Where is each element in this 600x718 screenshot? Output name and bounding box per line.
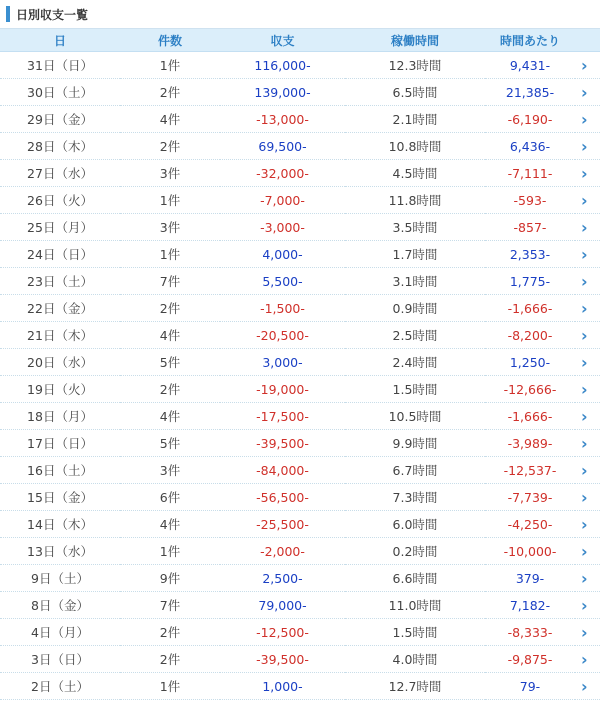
count-cell: 1件 — [120, 538, 220, 565]
day-cell: 21日（木） — [0, 322, 120, 349]
chevron-right-icon[interactable]: › — [575, 187, 600, 214]
chevron-right-icon[interactable]: › — [575, 106, 600, 133]
balance-cell: -84,000- — [220, 457, 345, 484]
count-cell: 1件 — [120, 187, 220, 214]
hours-cell: 4.5時間 — [345, 160, 485, 187]
table-row[interactable] — [0, 160, 600, 187]
hours-cell: 0.2時間 — [345, 538, 485, 565]
column-header-balance: 収支 — [220, 29, 345, 52]
balance-cell: -32,000- — [220, 160, 345, 187]
table-row[interactable] — [0, 106, 600, 133]
per-hour-cell: -9,875- — [485, 646, 575, 673]
chevron-right-icon[interactable]: › — [575, 322, 600, 349]
hours-cell: 10.8時間 — [345, 133, 485, 160]
table-body — [0, 52, 600, 700]
table-row[interactable] — [0, 673, 600, 700]
count-cell: 5件 — [120, 430, 220, 457]
per-hour-cell: -3,989- — [485, 430, 575, 457]
table-row[interactable] — [0, 79, 600, 106]
chevron-right-icon[interactable]: › — [575, 79, 600, 106]
day-cell: 15日（金） — [0, 484, 120, 511]
hours-cell: 1.5時間 — [345, 376, 485, 403]
count-cell: 9件 — [120, 565, 220, 592]
count-cell: 2件 — [120, 133, 220, 160]
balance-cell: -25,500- — [220, 511, 345, 538]
per-hour-cell: -12,537- — [485, 457, 575, 484]
chevron-right-icon[interactable]: › — [575, 538, 600, 565]
per-hour-cell: 1,250- — [485, 349, 575, 376]
per-hour-cell: -8,333- — [485, 619, 575, 646]
per-hour-cell: -6,190- — [485, 106, 575, 133]
count-cell: 3件 — [120, 160, 220, 187]
balance-cell: 79,000- — [220, 592, 345, 619]
balance-cell: -20,500- — [220, 322, 345, 349]
per-hour-cell: 9,431- — [485, 52, 575, 79]
per-hour-cell: 21,385- — [485, 79, 575, 106]
chevron-right-icon[interactable]: › — [575, 511, 600, 538]
hours-cell: 2.1時間 — [345, 106, 485, 133]
day-cell: 20日（水） — [0, 349, 120, 376]
hours-cell: 12.3時間 — [345, 52, 485, 79]
day-cell: 16日（土） — [0, 457, 120, 484]
chevron-right-icon[interactable]: › — [575, 646, 600, 673]
day-cell: 19日（火） — [0, 376, 120, 403]
chevron-right-icon[interactable]: › — [575, 484, 600, 511]
balance-cell: 1,000- — [220, 673, 345, 700]
hours-cell: 11.8時間 — [345, 187, 485, 214]
hours-cell: 2.5時間 — [345, 322, 485, 349]
table-row[interactable] — [0, 619, 600, 646]
column-header-day: 日 — [0, 29, 120, 52]
count-cell: 2件 — [120, 619, 220, 646]
balance-cell: 3,000- — [220, 349, 345, 376]
table-row[interactable] — [0, 322, 600, 349]
balance-cell: -39,500- — [220, 646, 345, 673]
per-hour-cell: -857- — [485, 214, 575, 241]
day-cell: 23日（土） — [0, 268, 120, 295]
day-cell: 2日（土） — [0, 673, 120, 700]
per-hour-cell: 6,436- — [485, 133, 575, 160]
hours-cell: 7.3時間 — [345, 484, 485, 511]
table-row[interactable] — [0, 430, 600, 457]
chevron-right-icon[interactable]: › — [575, 241, 600, 268]
balance-cell: -13,000- — [220, 106, 345, 133]
table-row[interactable] — [0, 403, 600, 430]
hours-cell: 11.0時間 — [345, 592, 485, 619]
balance-cell: -17,500- — [220, 403, 345, 430]
header-row — [0, 29, 600, 52]
balance-cell: -7,000- — [220, 187, 345, 214]
per-hour-cell: 79- — [485, 673, 575, 700]
per-hour-cell: -7,739- — [485, 484, 575, 511]
count-cell: 4件 — [120, 106, 220, 133]
chevron-right-icon[interactable]: › — [575, 160, 600, 187]
count-cell: 4件 — [120, 511, 220, 538]
count-cell: 2件 — [120, 295, 220, 322]
count-cell: 4件 — [120, 322, 220, 349]
per-hour-cell: -1,666- — [485, 295, 575, 322]
daily-balance-table — [0, 29, 600, 700]
balance-cell: 5,500- — [220, 268, 345, 295]
balance-cell: 139,000- — [220, 79, 345, 106]
count-cell: 2件 — [120, 376, 220, 403]
table-row[interactable] — [0, 376, 600, 403]
table-row[interactable] — [0, 187, 600, 214]
title-accent-bar — [6, 6, 10, 22]
balance-cell: 2,500- — [220, 565, 345, 592]
count-cell: 7件 — [120, 268, 220, 295]
hours-cell: 10.5時間 — [345, 403, 485, 430]
balance-cell: -56,500- — [220, 484, 345, 511]
chevron-right-icon[interactable]: › — [575, 457, 600, 484]
balance-cell: -39,500- — [220, 430, 345, 457]
day-cell: 26日（火） — [0, 187, 120, 214]
day-cell: 17日（日） — [0, 430, 120, 457]
balance-cell: -2,000- — [220, 538, 345, 565]
day-cell: 24日（日） — [0, 241, 120, 268]
hours-cell: 6.6時間 — [345, 565, 485, 592]
column-header-per-hour: 時間あたり — [485, 29, 575, 52]
day-cell: 28日（木） — [0, 133, 120, 160]
column-header-hours: 稼働時間 — [345, 29, 485, 52]
chevron-right-icon[interactable]: › — [575, 592, 600, 619]
day-cell: 14日（木） — [0, 511, 120, 538]
table-row[interactable] — [0, 484, 600, 511]
hours-cell: 1.7時間 — [345, 241, 485, 268]
count-cell: 4件 — [120, 403, 220, 430]
hours-cell: 3.1時間 — [345, 268, 485, 295]
table-row[interactable] — [0, 457, 600, 484]
per-hour-cell: -7,111- — [485, 160, 575, 187]
hours-cell: 2.4時間 — [345, 349, 485, 376]
hours-cell: 6.7時間 — [345, 457, 485, 484]
table-row[interactable] — [0, 214, 600, 241]
count-cell: 5件 — [120, 349, 220, 376]
balance-cell: -19,000- — [220, 376, 345, 403]
table-row[interactable] — [0, 295, 600, 322]
table-row[interactable] — [0, 52, 600, 79]
per-hour-cell: -8,200- — [485, 322, 575, 349]
hours-cell: 12.7時間 — [345, 673, 485, 700]
per-hour-cell: -1,666- — [485, 403, 575, 430]
chevron-right-icon[interactable]: › — [575, 565, 600, 592]
per-hour-cell: -10,000- — [485, 538, 575, 565]
hours-cell: 6.0時間 — [345, 511, 485, 538]
table-row[interactable] — [0, 565, 600, 592]
column-header-action — [575, 29, 600, 52]
table-row[interactable] — [0, 349, 600, 376]
chevron-right-icon[interactable]: › — [575, 295, 600, 322]
day-cell: 27日（水） — [0, 160, 120, 187]
chevron-right-icon[interactable]: › — [575, 376, 600, 403]
chevron-right-icon[interactable]: › — [575, 403, 600, 430]
table-row[interactable] — [0, 646, 600, 673]
day-cell: 13日（水） — [0, 538, 120, 565]
day-cell: 25日（月） — [0, 214, 120, 241]
chevron-right-icon[interactable]: › — [575, 133, 600, 160]
per-hour-cell: 379- — [485, 565, 575, 592]
table-row[interactable] — [0, 538, 600, 565]
day-cell: 31日（日） — [0, 52, 120, 79]
day-cell: 4日（月） — [0, 619, 120, 646]
hours-cell: 6.5時間 — [345, 79, 485, 106]
balance-cell: -1,500- — [220, 295, 345, 322]
day-cell: 8日（金） — [0, 592, 120, 619]
day-cell: 18日（月） — [0, 403, 120, 430]
column-header-count: 件数 — [120, 29, 220, 52]
chevron-right-icon[interactable]: › — [575, 619, 600, 646]
count-cell: 6件 — [120, 484, 220, 511]
day-cell: 9日（土） — [0, 565, 120, 592]
per-hour-cell: -593- — [485, 187, 575, 214]
chevron-right-icon[interactable]: › — [575, 673, 600, 700]
chevron-right-icon[interactable]: › — [575, 214, 600, 241]
count-cell: 1件 — [120, 673, 220, 700]
day-cell: 22日（金） — [0, 295, 120, 322]
chevron-right-icon[interactable]: › — [575, 52, 600, 79]
table-row[interactable] — [0, 241, 600, 268]
count-cell: 3件 — [120, 457, 220, 484]
count-cell: 3件 — [120, 214, 220, 241]
per-hour-cell: -4,250- — [485, 511, 575, 538]
balance-cell: 4,000- — [220, 241, 345, 268]
hours-cell: 3.5時間 — [345, 214, 485, 241]
hours-cell: 1.5時間 — [345, 619, 485, 646]
count-cell: 1件 — [120, 52, 220, 79]
balance-cell: -12,500- — [220, 619, 345, 646]
count-cell: 2件 — [120, 646, 220, 673]
chevron-right-icon[interactable]: › — [575, 349, 600, 376]
balance-cell: -3,000- — [220, 214, 345, 241]
day-cell: 29日（金） — [0, 106, 120, 133]
per-hour-cell: -12,666- — [485, 376, 575, 403]
table-row[interactable] — [0, 268, 600, 295]
hours-cell: 0.9時間 — [345, 295, 485, 322]
table-row[interactable] — [0, 592, 600, 619]
day-cell: 30日（土） — [0, 79, 120, 106]
count-cell: 7件 — [120, 592, 220, 619]
hours-cell: 4.0時間 — [345, 646, 485, 673]
count-cell: 1件 — [120, 241, 220, 268]
day-cell: 3日（日） — [0, 646, 120, 673]
panel-title: 日別収支一覧 — [16, 7, 89, 22]
table-row[interactable] — [0, 511, 600, 538]
table-header — [0, 29, 600, 52]
table-row[interactable] — [0, 133, 600, 160]
chevron-right-icon[interactable]: › — [575, 268, 600, 295]
per-hour-cell: 7,182- — [485, 592, 575, 619]
chevron-right-icon[interactable]: › — [575, 430, 600, 457]
per-hour-cell: 2,353- — [485, 241, 575, 268]
hours-cell: 9.9時間 — [345, 430, 485, 457]
panel-header — [0, 0, 600, 29]
per-hour-cell: 1,775- — [485, 268, 575, 295]
balance-cell: 69,500- — [220, 133, 345, 160]
balance-cell: 116,000- — [220, 52, 345, 79]
count-cell: 2件 — [120, 79, 220, 106]
